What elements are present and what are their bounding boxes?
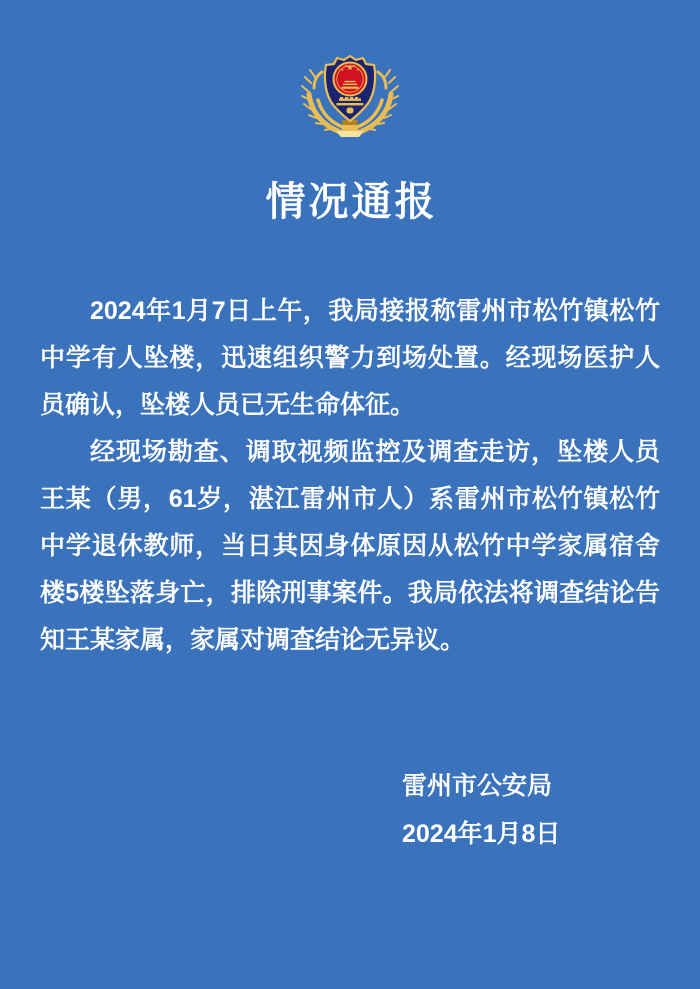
signature-agency: 雷州市公安局	[402, 772, 553, 800]
notice-body	[40, 288, 660, 664]
notice-title: 情况通报	[265, 180, 438, 224]
signature-date: 2024年1月8日	[402, 820, 561, 848]
badge-base	[336, 120, 364, 137]
emblem-container	[0, 0, 700, 142]
national-emblem-disc	[334, 63, 367, 96]
notice-paragraph-2: 经现场勘查、调取视频监控及调查走访，坠楼人员王某（男，61岁，湛江雷州市人）系雷州市松竹镇松竹中学退休教师，当日其因身体原因从松竹中学家属宿舍楼5楼坠落身亡，排除刑事案件。我局依法将调查结论告知王某家属，家属对调查结论无异议。	[40, 438, 660, 654]
china-police-badge-icon	[300, 52, 400, 142]
notice-paragraph-1: 2024年1月7日上午，我局接报称雷州市松竹镇松竹中学有人坠楼，迅速组织警力到场处置。经现场医护人员确认，坠楼人员已无生命体征。	[40, 297, 660, 419]
signature-block	[0, 762, 700, 858]
